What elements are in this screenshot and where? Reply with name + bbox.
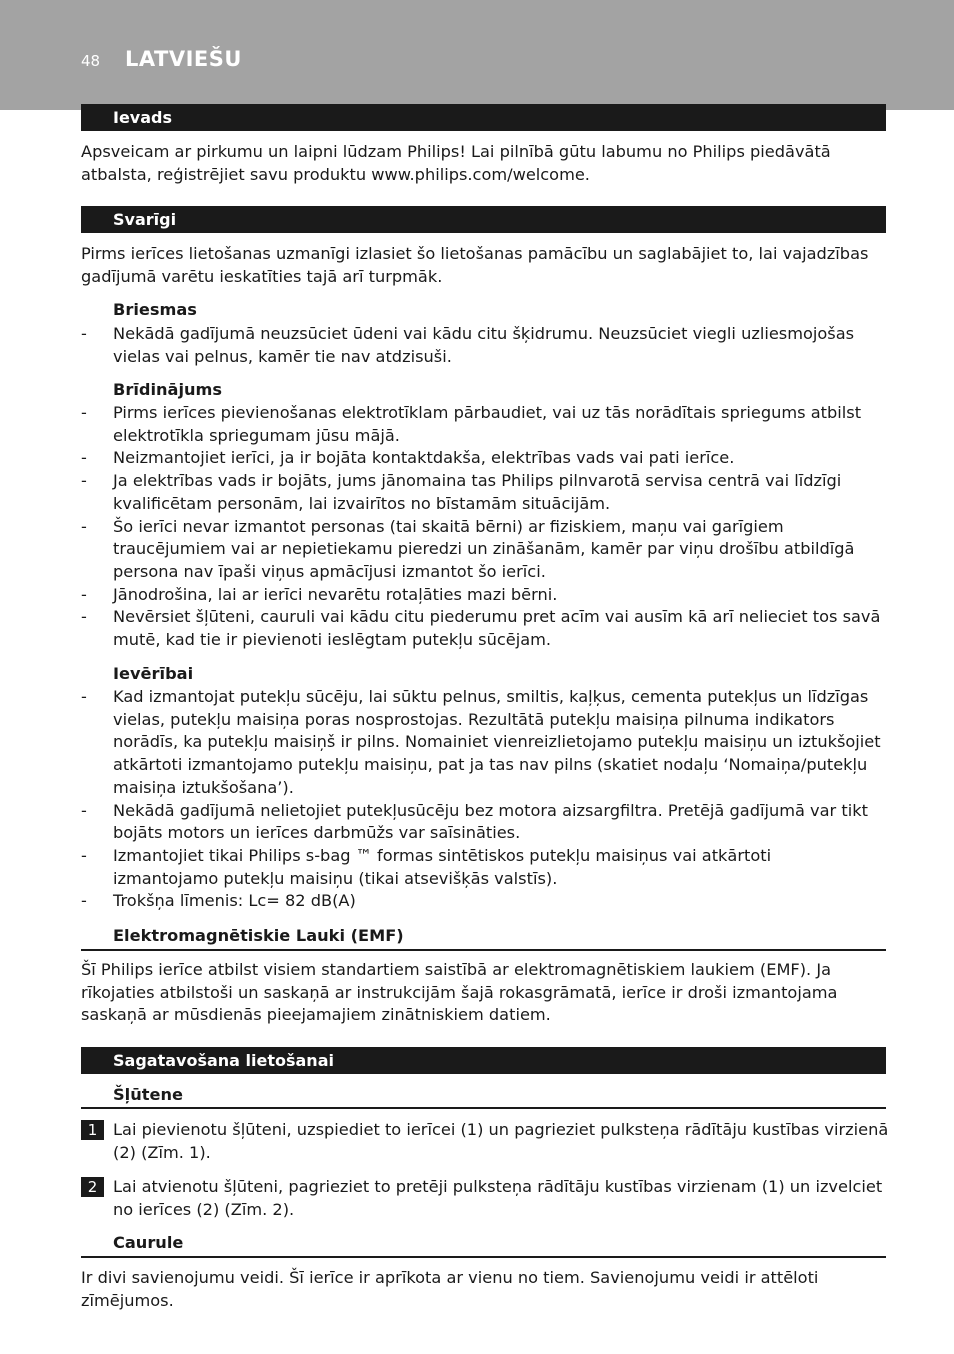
- subheading-emf: Elektromagnētiskie Lauki (EMF): [113, 926, 404, 945]
- list-item: - Kad izmantojat putekļu sūcēju, lai sūktu pelnus, smiltis, kaļķus, cementa putekļus un līdzīgas vielas, putekļu maisiņa poras nosprostojas. Rezultātā putekļu maisiņa pilnuma indikators norādīs, ka putekļu maisiņš ir pilns. Nomainiet vienreizlietojamo putekļu maisiņu un iztukšojiet atkārtoti izmantojamo putekļu maisiņu, pat ja tas nav pilns (skatiet nodaļu ‘Nomaiņa/putekļu maisiņa iztukšošana’).: [81, 687, 881, 797]
- subheading-warning: Brīdinājums: [113, 380, 223, 399]
- divider-rule: [81, 1256, 886, 1258]
- list-dash: -: [81, 448, 87, 468]
- step-item: [81, 1119, 891, 1164]
- divider-rule: [81, 1107, 886, 1109]
- list-dash: -: [81, 516, 87, 536]
- step-item: [81, 1176, 891, 1221]
- list-dash: -: [81, 687, 87, 706]
- list-dash: -: [81, 845, 87, 865]
- list-dash: -: [81, 607, 87, 627]
- step-text: Lai atvienotu šļūteni, pagrieziet to pretēji pulksteņa rādītāju kustības virzienam (1) un izvelciet no ierīces (2) (Zīm. 2).: [113, 1177, 883, 1219]
- intro-paragraph: Apsveicam ar pirkumu un laipni lūdzam Philips! Lai pilnībā gūtu labumu no Philips piedāvātā atbalsta, reģistrējiet savu produktu www.philips.com/welcome.: [81, 142, 831, 184]
- list-item: - Izmantojiet tikai Philips s-bag ™ formas sintētiskos putekļu maisiņus vai atkārtoti izmantojamo putekļu maisiņu (tikai atsevišķās valstīs).: [81, 845, 772, 888]
- list-dash: -: [81, 324, 87, 343]
- step-text: Lai pievienotu šļūteni, uzspiediet to ierīcei (1) un pagrieziet pulksteņa rādītāju kustības virzienā (2) (Zīm. 1).: [113, 1120, 889, 1162]
- subheading-danger: Briesmas: [113, 300, 197, 319]
- list-item: - Nekādā gadījumā neuzsūciet ūdeni vai kādu citu šķidrumu. Neuzsūciet viegli uzliesmojošas vielas vai pelnus, kamēr tie nav atdzisuši.: [81, 324, 855, 366]
- tube-paragraph: Ir divi savienojumu veidi. Šī ierīce ir aprīkota ar vienu no tiem. Savienojumu veidi ir attēloti zīmējumos.: [81, 1268, 819, 1310]
- list-dash: -: [81, 800, 87, 820]
- section-header-prep: Sagatavošana lietošanai: [81, 1047, 886, 1074]
- list-item: - Pirms ierīces pievienošanas elektrotīklam pārbaudiet, vai uz tās norādītais spriegums atbilst elektrotīkla spriegumam jūsu mājā.: [81, 403, 862, 445]
- section-header-important: Svarīgi: [81, 206, 886, 233]
- step-number-badge: 2: [81, 1177, 104, 1197]
- list-item: - Neizmantojiet ierīci, ja ir bojāta kontaktdakša, elektrības vads vai pati ierīce.: [81, 447, 881, 470]
- page-number: 48: [81, 52, 101, 70]
- subheading-tube: Caurule: [113, 1233, 184, 1252]
- subheading-hose: Šļūtene: [113, 1085, 183, 1104]
- list-dash: -: [81, 471, 87, 491]
- section-header-intro: Ievads: [81, 104, 886, 131]
- list-item: - Trokšņa līmenis: Lc= 82 dB(A): [81, 890, 881, 913]
- step-number-badge: 1: [81, 1120, 104, 1140]
- language-title: LATVIEŠU: [125, 47, 242, 71]
- list-item: - Ja elektrības vads ir bojāts, jums jānomaina tas Philips pilnvarotā servisa centrā vai līdzīgi kvalificētam personām, lai izvairītos no bīstamām situācijām.: [81, 471, 842, 513]
- list-item: - Nekādā gadījumā nelietojiet putekļusūcēju bez motora aizsargfiltra. Pretējā gadījumā var tikt bojāts motors un ierīces darbmūžs var saīsināties.: [81, 800, 868, 843]
- divider-rule: [81, 949, 886, 951]
- subheading-caution: Ievērībai: [113, 664, 194, 683]
- list-dash: -: [81, 403, 87, 422]
- list-item: - Nevērsiet šļūteni, cauruli vai kādu citu piederumu pret acīm vai ausīm kā arī nelieciet tos savā mutē, kad tie ir pievienoti ieslēgtam putekļu sūcējam.: [81, 607, 881, 650]
- list-item: - Šo ierīci nevar izmantot personas (tai skaitā bērni) ar fiziskiem, maņu vai garīgiem traucējumiem vai ar nepietiekamu pieredzi un zināšanām, kamēr par viņu drošību atbildīgā persona nav īpaši viņus apmācījusi izmantot šo ierīci.: [81, 516, 855, 581]
- important-paragraph: Pirms ierīces lietošanas uzmanīgi izlasiet šo lietošanas pamācību un saglabājiet to, lai vajadzības gadījumā varētu ieskatīties tajā arī turpmāk.: [81, 244, 869, 286]
- list-dash: -: [81, 891, 87, 911]
- caution-list: [81, 686, 881, 913]
- list-dash: -: [81, 584, 87, 604]
- list-item: - Jānodrošina, lai ar ierīci nevarētu rotaļāties mazi bērni.: [81, 584, 881, 607]
- emf-paragraph: Šī Philips ierīce atbilst visiem standartiem saistībā ar elektromagnētiskiem laukiem (EMF). Ja rīkojaties atbilstoši un saskaņā ar instrukcijām šajā rokasgrāmatā, ierīce ir droši izmantojama saskaņā ar mūsdienās pieejamajiem zinātniskiem datiem.: [81, 960, 838, 1025]
- danger-list: [81, 323, 881, 368]
- warning-list: [81, 402, 881, 652]
